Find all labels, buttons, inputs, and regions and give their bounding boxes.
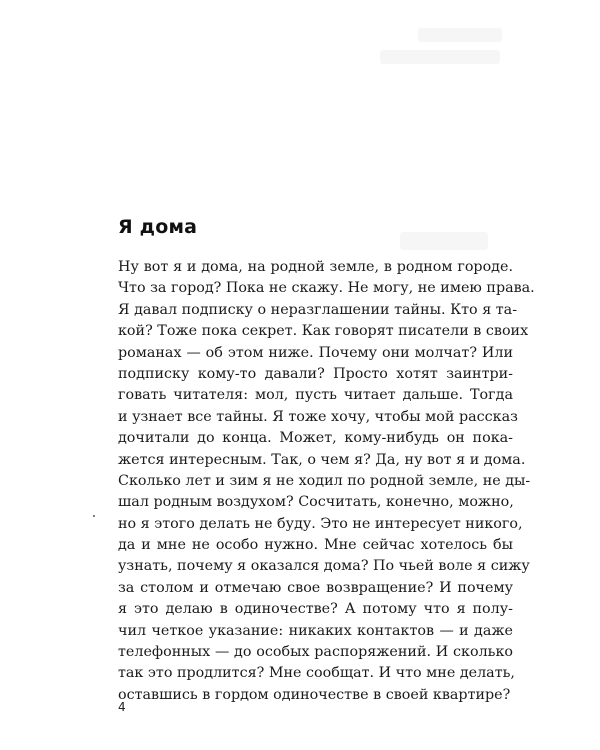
text-line: романах — об этом ниже. Почему они молчат? Или [118,344,513,361]
page-number: 4 [118,700,126,714]
text-line: да и мне не особо нужно. Мне сейчас хотелось бы [118,537,513,554]
text-line: но я этого делать не буду. Это не интересует никого, [118,515,523,532]
text-line: телефонных — до особых распоряжений. И сколько [118,644,513,661]
text-line: Что за город? Пока не скажу. Не могу, не имею права. [118,280,535,297]
text-line: кой? Тоже пока секрет. Как говорят писатели в своих [118,323,529,340]
text-line: Сколько лет и зим я не ходил по родной земле, не ды- [118,472,531,489]
text-line: так это продлится? Мне сообщат. И что мне делать, [118,665,515,682]
text-line: говать читателя: мол, пусть читает дальше. Тогда [118,387,513,404]
text-line: оставшись в гордом одиночестве в своей квартире? [118,686,511,703]
stray-mark [93,515,95,517]
text-line: я это делаю в одиночестве? А потому что я полу- [118,601,513,618]
text-line: шал родным воздухом? Сосчитать, конечно, можно, [118,494,514,511]
bleed-through-mark [380,50,500,64]
text-line: за столом и отмечаю свое возвращение? И почему [118,579,513,596]
body-text [118,257,535,706]
chapter-title: Я дома [118,216,198,238]
text-line: дочитали до конца. Может, кому-нибудь он пока- [118,430,513,447]
text-line: чил четкое указание: никаких контактов — и даже [118,622,513,639]
text-line: жется интересным. Так, о чем я? Да, ну вот я и дома. [118,451,526,468]
bleed-through-mark [400,232,488,250]
text-line: подписку кому-то давали? Просто хотят заинтри- [118,365,513,382]
text-line: Я давал подписку о неразглашении тайны. Кто я та- [118,301,518,318]
text-line: узнать, почему я оказался дома? По чьей воле я сижу [118,558,530,575]
text-line: и узнает все тайны. Я тоже хочу, чтобы мой рассказ [118,408,518,425]
text-line: Ну вот я и дома, на родной земле, в родном городе. [118,259,513,275]
bleed-through-mark [418,28,502,42]
